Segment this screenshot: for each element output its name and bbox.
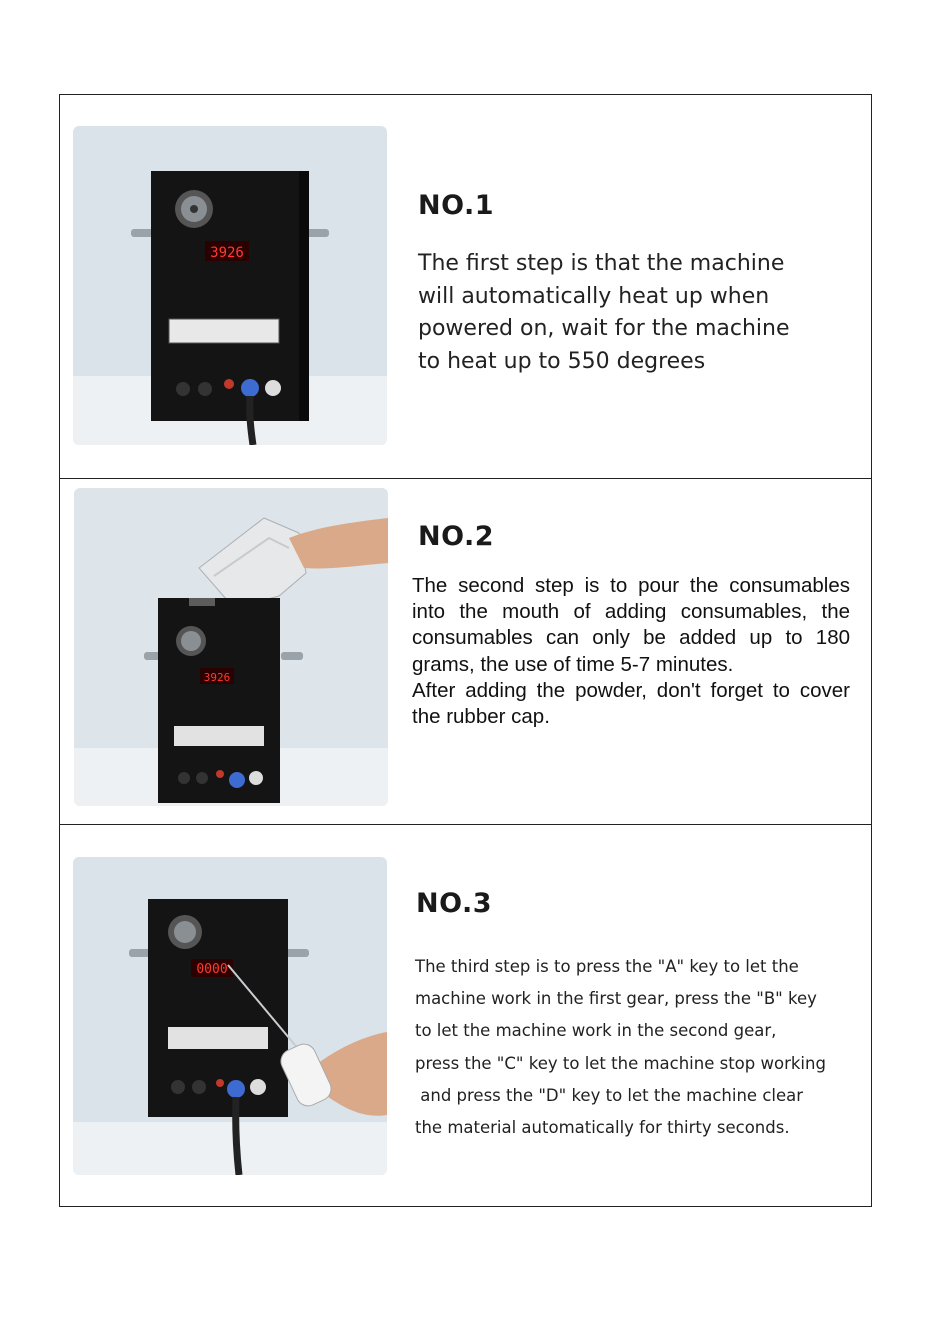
step-2-heading: NO.2 <box>418 521 494 552</box>
step-3-line: machine work in the first gear, press the "B" key <box>415 989 817 1009</box>
step-2-display-reading: 3926 <box>203 671 231 684</box>
step-2-photo <box>74 488 388 806</box>
step-3-line: press the "C" key to let the machine stop working <box>415 1053 826 1073</box>
step-1-line: The first step is that the machine <box>418 251 785 276</box>
step-2-paragraph: The second step is to pour the consumables into the mouth of adding consumables, the consumables can only be added up to 180 grams, the use of time 5-7 minutes. <box>412 574 850 676</box>
step-3-photo <box>73 857 387 1175</box>
step-2-paragraph: After adding the powder, don't forget to cover the rubber cap. <box>412 678 850 729</box>
step-1-description <box>418 248 858 378</box>
pouring-consumables-image <box>74 488 388 806</box>
step-divider <box>59 478 872 479</box>
spark-machine-image <box>73 126 387 445</box>
step-2-description <box>412 573 850 730</box>
remote-control-image <box>73 857 387 1175</box>
step-1-display-reading: 3926 <box>210 245 244 261</box>
step-3-heading: NO.3 <box>416 888 492 919</box>
step-1-heading: NO.1 <box>418 190 494 221</box>
step-divider <box>59 824 872 825</box>
step-1-line: to heat up to 550 degrees <box>418 348 706 374</box>
step-3-description <box>415 951 875 1144</box>
step-3-display-reading: 0000 <box>196 962 228 977</box>
step-3-line: to let the machine work in the second gear, <box>415 1021 777 1041</box>
step-1-line: powered on, wait for the machine <box>418 316 790 341</box>
step-1-line: will automatically heat up when <box>418 283 770 309</box>
step-3-line: The third step is to press the "A" key to let the <box>415 957 799 976</box>
step-3-line: the material automatically for thirty seconds. <box>415 1118 790 1138</box>
step-1-photo <box>73 126 387 445</box>
step-3-line: and press the "D" key to let the machine clear <box>415 1085 804 1105</box>
